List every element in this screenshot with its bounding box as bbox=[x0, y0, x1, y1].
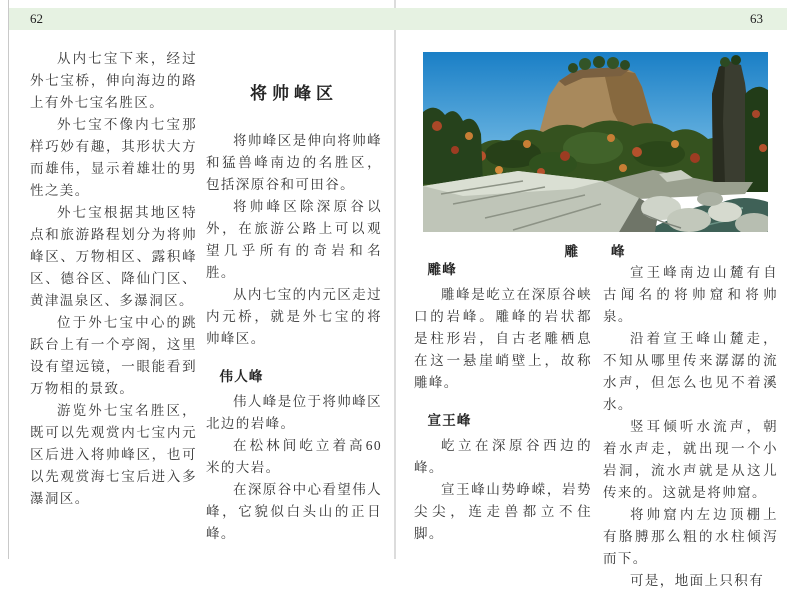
paragraph: 外七宝根据其地区特点和旅游路程划分为将帅峰区、万物相区、露积峰区、德谷区、降仙门区、黄津温泉区、多瀑洞区。 bbox=[30, 205, 197, 308]
paragraph: 可是，地面上只积有 bbox=[630, 573, 765, 588]
subsection-heading: 伟人峰 bbox=[219, 369, 264, 384]
left-page-column-1 bbox=[30, 48, 197, 510]
paragraph: 在松林间屹立着高60米的大岩。 bbox=[206, 438, 382, 475]
paragraph: 伟人峰是位于将帅峰区北边的岩峰。 bbox=[206, 394, 382, 431]
page-number-left: 62 bbox=[30, 11, 43, 26]
paragraph: 宣王峰山势峥嵘，岩势尖尖，连走兽都立不住脚。 bbox=[414, 482, 592, 541]
left-page-column-2 bbox=[206, 84, 382, 545]
landscape-photo-illustration bbox=[423, 52, 768, 232]
paragraph: 雕峰是屹立在深原谷峡口的岩峰。雕峰的岩状都是柱形岩，自古老雕栖息在这一悬崖峭壁上，故称雕峰。 bbox=[414, 287, 592, 390]
right-page-column-1 bbox=[414, 260, 592, 545]
paragraph: 竖耳倾听水流声，朝着水声走，就出现一个小岩洞，流水声就是从这儿传来的。这就是将帅窟。 bbox=[603, 419, 778, 500]
paragraph: 从内七宝下来，经过外七宝桥，伸向海边的路上有外七宝名胜区。 bbox=[30, 51, 197, 110]
paragraph: 从内七宝的内元区走过内元桥，就是外七宝的将帅峰区。 bbox=[206, 287, 382, 346]
photo-caption: 雕 峰 bbox=[564, 244, 627, 259]
paragraph: 宣王峰南边山麓有自古闻名的将帅窟和将帅泉。 bbox=[603, 265, 778, 324]
section-heading: 将帅峰区 bbox=[250, 84, 338, 103]
paragraph: 将帅峰区是伸向将帅峰和猛兽峰南边的名胜区，包括深原谷和可田谷。 bbox=[206, 133, 382, 192]
page-number-right: 63 bbox=[750, 11, 763, 26]
paragraph: 游览外七宝名胜区，既可以先观赏内七宝内元区后进入将帅峰区，也可以先观赏海七宝后进入多瀑洞区。 bbox=[30, 403, 197, 506]
paragraph: 屹立在深原谷西边的峰。 bbox=[414, 438, 592, 475]
paragraph: 将帅峰区除深原谷以外，在旅游公路上可以观望几乎所有的奇岩和名胜。 bbox=[206, 199, 382, 280]
right-page-column-2 bbox=[603, 262, 778, 592]
subsection-heading: 雕峰 bbox=[427, 262, 457, 277]
paragraph: 位于外七宝中心的跳跃台上有一个亭阁，这里设有望远镜，一眼能看到万物相的景致。 bbox=[30, 315, 197, 396]
landscape-photo bbox=[423, 52, 768, 232]
paragraph: 在深原谷中心看望伟人峰，它貌似白头山的正日峰。 bbox=[206, 482, 382, 541]
subsection-heading: 宣王峰 bbox=[427, 413, 472, 428]
paragraph: 沿着宣王峰山麓走，不知从哪里传来潺潺的流水声，但怎么也见不着溪水。 bbox=[603, 331, 778, 412]
paragraph: 将帅窟内左边顶棚上有胳膊那么粗的水柱倾泻而下。 bbox=[603, 507, 778, 566]
page-gutter-line bbox=[394, 0, 396, 559]
header-band bbox=[9, 8, 787, 30]
page-left-edge-line bbox=[8, 0, 9, 559]
paragraph: 外七宝不像内七宝那样巧妙有趣，其形状大方而雄伟，显示着雄壮的男性之美。 bbox=[30, 117, 197, 198]
